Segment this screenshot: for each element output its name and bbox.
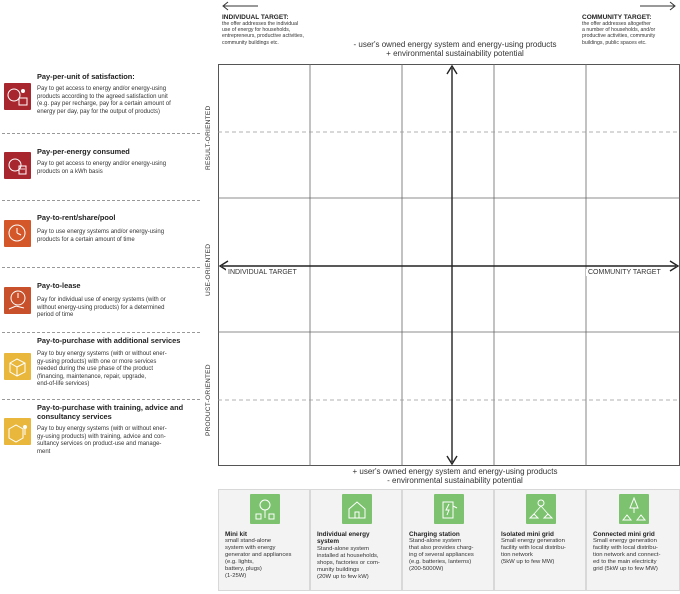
system-desc: Small energy generation facility with local distribu- tion network and connect- ed to the main electricity grid (5kW up to few MW) bbox=[593, 538, 661, 572]
model-title: Pay-to-purchase with training, advice and consultancy services bbox=[37, 403, 184, 421]
model-title: Pay-per-unit of satisfaction: bbox=[37, 72, 135, 81]
model-desc: Pay to get access to energy and/or energy-using products according to the agreed satisfaction unit (e.g. pay per recharge, pay for a certain amount of energy per day, pay for the output of products) bbox=[37, 86, 171, 115]
model-title: Pay-per-energy consumed bbox=[37, 147, 130, 156]
box-with-tools-icon bbox=[4, 353, 31, 380]
model-pay-to-purchase-training-advice bbox=[2, 403, 200, 469]
individual-target-desc: the offer addresses the individual use of energy for households, entrepreneurs, productive activities, community buildings etc. bbox=[222, 21, 304, 46]
house-energy-icon bbox=[342, 494, 372, 524]
system-card-connected-mini-grid bbox=[586, 489, 680, 591]
connected-grid-icon bbox=[619, 494, 649, 524]
top-axis-caption: - user's owned energy system and energy-using products + environmental sustainability potential bbox=[353, 40, 557, 58]
model-pay-per-unit-of-satisfaction bbox=[2, 72, 200, 132]
model-separator bbox=[2, 332, 200, 333]
community-target-desc: the offer addresses altogether a number of households, and/or productive activities, community buildings, public spaces etc. bbox=[582, 21, 656, 46]
model-separator bbox=[2, 399, 200, 400]
model-separator bbox=[2, 200, 200, 201]
clock-with-coins-icon bbox=[4, 220, 31, 247]
plug-kit-icon bbox=[250, 494, 280, 524]
horizontal-axis-right-label: COMMUNITY TARGET bbox=[588, 269, 661, 276]
row-label-result-oriented: RESULT-ORIENTED bbox=[205, 105, 212, 170]
system-title: Connected mini grid bbox=[593, 531, 655, 538]
system-desc: Stand-alone system that also provides charg- ing of several appliances (e.g. batteries, lanterns) (200-5000W) bbox=[409, 538, 474, 572]
system-title: Individual energy system bbox=[317, 531, 370, 546]
row-label-use-oriented: USE-ORIENTED bbox=[205, 243, 212, 296]
model-desc: Pay for individual use of energy systems (with or without energy-using products) for a determined period of time bbox=[37, 297, 166, 319]
target-direction-arrows bbox=[218, 0, 680, 14]
model-title: Pay-to-lease bbox=[37, 281, 81, 290]
model-desc: Pay to buy energy systems (with or without ener- gy-using products) with training, advice and con- sultancy services on product-use and manage- ment bbox=[37, 426, 167, 455]
community-target-title: COMMUNITY TARGET: bbox=[582, 14, 652, 21]
model-title: Pay-to-rent/share/pool bbox=[37, 213, 116, 222]
box-with-person-icon bbox=[4, 418, 31, 445]
system-title: Charging station bbox=[409, 531, 460, 538]
bottom-axis-caption: + user's owned energy system and energy-using products - environmental sustainability potential bbox=[352, 467, 558, 485]
model-desc: Pay to get access to energy and/or energy-using products on a kWh basis bbox=[37, 161, 167, 175]
coins-with-person-icon bbox=[4, 83, 31, 110]
model-separator bbox=[2, 267, 200, 268]
model-desc: Pay to buy energy systems (with or without ener- gy-using products) with one or more services needed during the use phase of the product (financing, maintenance, repair, upgrade, end-of-life services) bbox=[37, 351, 167, 388]
system-desc: Stand-alone system installed at households, shops, factories or com- munity buildings (20W up to few kW) bbox=[317, 546, 380, 580]
model-title: Pay-to-purchase with additional services bbox=[37, 336, 181, 345]
clock-with-hand-icon bbox=[4, 287, 31, 314]
system-card-isolated-mini-grid bbox=[494, 489, 586, 591]
matrix-grid bbox=[218, 64, 680, 466]
system-desc: Small energy generation facility with local distribu- tion network (5kW up to few MW) bbox=[501, 538, 566, 565]
matrix-grid-lines bbox=[218, 64, 680, 466]
system-title: Isolated mini grid bbox=[501, 531, 554, 538]
model-pay-to-purchase-additional-services bbox=[2, 336, 200, 398]
model-pay-to-lease bbox=[2, 281, 200, 333]
model-pay-to-rent-share-pool bbox=[2, 213, 200, 263]
charging-station-icon bbox=[434, 494, 464, 524]
system-desc: small stand-alone system with energy generator and appliances (e.g. lights, battery, plugs) (1-25W) bbox=[225, 538, 292, 579]
model-separator bbox=[2, 133, 200, 134]
horizontal-axis-left-label: INDIVIDUAL TARGET bbox=[228, 269, 297, 276]
model-desc: Pay to use energy systems and/or energy-using products for a certain amount of time bbox=[37, 229, 165, 243]
system-card-individual-energy-system bbox=[310, 489, 402, 591]
system-card-mini-kit bbox=[218, 489, 310, 591]
row-label-product-oriented: PRODUCT-ORIENTED bbox=[205, 364, 212, 436]
coins-with-meter-icon bbox=[4, 152, 31, 179]
isolated-grid-icon bbox=[526, 494, 556, 524]
system-card-charging-station bbox=[402, 489, 494, 591]
system-title: Mini kit bbox=[225, 531, 248, 538]
model-pay-per-energy-consumed bbox=[2, 147, 200, 197]
individual-target-title: INDIVIDUAL TARGET: bbox=[222, 14, 289, 21]
